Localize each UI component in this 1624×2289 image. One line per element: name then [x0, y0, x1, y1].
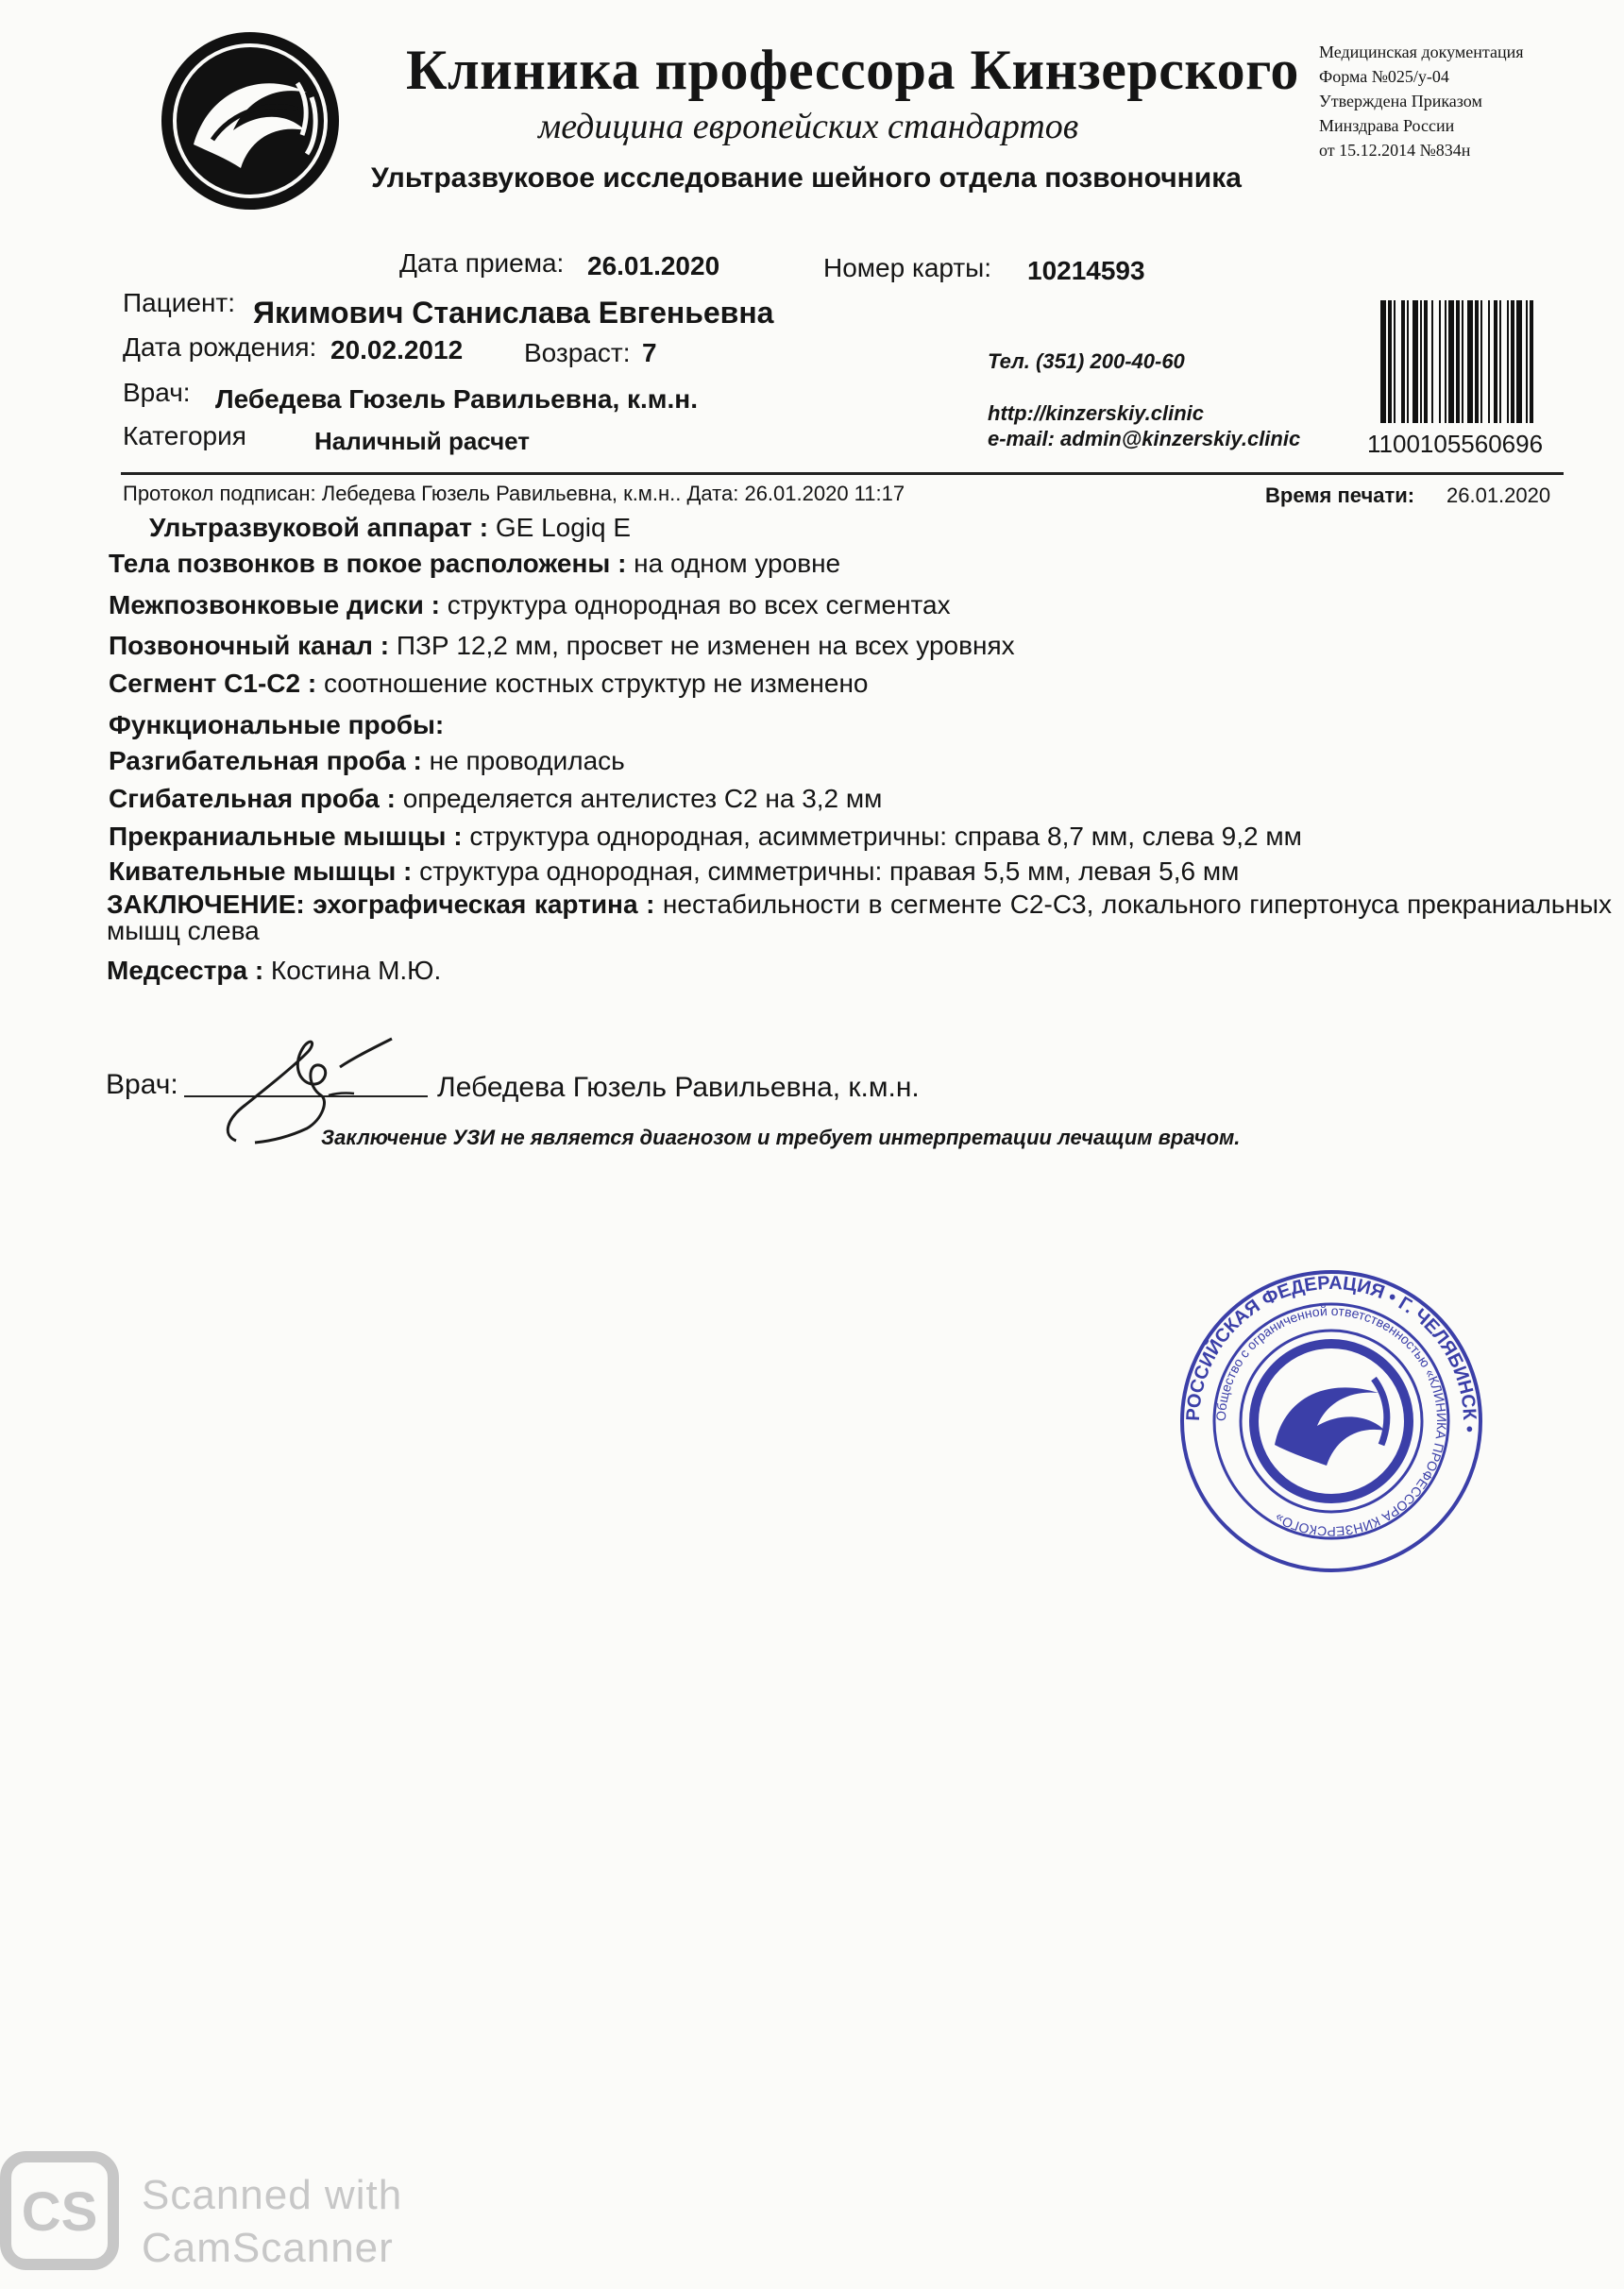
form-info-line: Минздрава России — [1319, 116, 1455, 135]
card-number-value: 10214593 — [1027, 256, 1145, 285]
finding-key: Кивательные мышцы : — [109, 856, 413, 886]
finding-value: соотношение костных структур не изменено — [316, 669, 869, 698]
camscanner-logo-text: CS — [21, 2181, 98, 2243]
category-label: Категория — [123, 421, 246, 450]
conclusion-key: ЗАКЛЮЧЕНИЕ: эхографическая картина : — [107, 890, 655, 919]
finding-key: Межпозвонковые диски : — [109, 590, 440, 619]
visit-date-label: Дата приема: — [399, 248, 565, 278]
barcode-bar — [1456, 300, 1460, 423]
birth-date-label: Дата рождения: — [123, 332, 317, 362]
clinic-tagline: медицина европейских стандартов — [538, 107, 1079, 146]
protocol-signed: Протокол подписан: Лебедева Гюзель Равильевна, к.м.н.. Дата: 26.01.2020 11:17 — [123, 482, 905, 505]
finding-value: GE Logiq E — [488, 513, 632, 542]
finding-discs — [109, 590, 951, 620]
patient-label: Пациент: — [123, 288, 236, 317]
header-divider — [121, 472, 1564, 475]
print-time-label: Время печати: — [1265, 483, 1415, 507]
nurse — [107, 956, 441, 986]
finding-key: Функциональные пробы: — [109, 710, 445, 739]
finding-value: структура однородная, асимметричны: справа 8,7 мм, слева 9,2 мм — [462, 822, 1302, 851]
barcode-bar — [1516, 300, 1522, 423]
barcode-bar — [1526, 300, 1528, 423]
finding-key: Сгибательная проба : — [109, 784, 396, 813]
card-number-label: Номер карты: — [823, 253, 992, 282]
barcode-bar — [1380, 300, 1386, 423]
finding-extension-test — [109, 746, 625, 776]
barcode-bar — [1431, 300, 1433, 423]
birth-date-value: 20.02.2012 — [330, 335, 464, 365]
barcode-bar — [1507, 300, 1509, 423]
print-time-value: 26.01.2020 — [1446, 483, 1551, 507]
patient-name: Якимович Станислава Евгеньевна — [253, 296, 774, 330]
signature-label: Врач: — [106, 1069, 178, 1100]
camscanner-logo — [0, 2151, 119, 2270]
form-info-line: Утверждена Приказом — [1319, 92, 1482, 110]
barcode-bar — [1480, 300, 1482, 423]
form-info-line: Медицинская документация — [1319, 42, 1524, 61]
barcode-bar — [1424, 300, 1428, 423]
clinic-logo — [156, 26, 345, 215]
finding-precranial-muscles — [109, 822, 1302, 852]
barcode-bar — [1448, 300, 1454, 423]
watermark-line-1: Scanned with — [142, 2172, 403, 2218]
finding-value: на одном уровне — [626, 549, 841, 578]
barcode-bar — [1394, 300, 1396, 423]
barcode-bar — [1439, 300, 1441, 423]
form-info-line: от 15.12.2014 №834н — [1319, 141, 1471, 160]
barcode-number: 1100105560696 — [1367, 430, 1544, 458]
age-value: 7 — [642, 338, 657, 367]
finding-value: определяется антелистез С2 на 3,2 мм — [395, 784, 883, 813]
barcode-bar — [1388, 300, 1392, 423]
barcode-bar — [1467, 300, 1473, 423]
age-label: Возраст: — [524, 338, 631, 367]
finding-key: Тела позвонков в покое расположены : — [109, 549, 627, 578]
barcode-bar — [1462, 300, 1463, 423]
barcode-bar — [1420, 300, 1422, 423]
document-title: Ультразвуковое исследование шейного отдела позвоночника — [371, 162, 1242, 194]
finding-key: Позвоночный канал : — [109, 631, 390, 660]
conclusion-value: нестабильности в сегменте С2-С3, локального гипертонуса прекраниальных мышц слева — [107, 890, 1612, 945]
barcode-bar — [1407, 300, 1409, 423]
conclusion — [107, 891, 1612, 944]
finding-segment-c1-c2 — [109, 669, 868, 699]
doctor-label: Врач: — [123, 378, 191, 407]
stamp-inner-text: Общество с ограниченной ответственностью «КЛИНИКА ПРОФЕССОРА КИНЗЕРСКОГО» — [1212, 1302, 1450, 1540]
barcode-bar — [1445, 300, 1446, 423]
clinic-email: e-mail: admin@kinzerskiy.clinic — [988, 427, 1301, 450]
barcode-bar — [1475, 300, 1479, 423]
disclaimer: Заключение УЗИ не является диагнозом и требует интерпретации лечащим врачом. — [321, 1126, 1241, 1149]
watermark-line-2: CamScanner — [142, 2225, 394, 2271]
finding-canal — [109, 631, 1015, 661]
doctor-name: Лебедева Гюзель Равильевна, к.м.н. — [215, 384, 698, 414]
clinic-website: http://kinzerskiy.clinic — [988, 401, 1205, 425]
barcode-bar — [1401, 300, 1405, 423]
finding-key: Сегмент С1-С2 : — [109, 669, 317, 698]
form-info — [1319, 40, 1523, 162]
clinic-stamp — [1176, 1265, 1487, 1577]
finding-value: не проводилась — [421, 746, 625, 775]
finding-flexion-test — [109, 784, 882, 814]
finding-sternocleidomastoid-muscles — [109, 856, 1239, 887]
finding-key: Прекраниальные мышцы : — [109, 822, 463, 851]
clinic-phone: Тел. (351) 200-40-60 — [988, 349, 1185, 373]
barcode-bar — [1511, 300, 1514, 423]
nurse-key: Медсестра : — [107, 956, 264, 985]
finding-key: Ультразвуковой аппарат : — [149, 513, 489, 542]
stamp-outer-text: РОССИЙСКАЯ ФЕДЕРАЦИЯ • Г. ЧЕЛЯБИНСК • — [1182, 1272, 1480, 1433]
finding-device — [149, 513, 631, 543]
finding-value: структура однородная, симметричны: правая 5,5 мм, левая 5,6 мм — [412, 856, 1240, 886]
barcode-bar — [1413, 300, 1418, 423]
form-info-line: Форма №025/у-04 — [1319, 67, 1449, 86]
finding-functional-tests — [109, 710, 444, 740]
finding-value: структура однородная во всех сегментах — [439, 590, 951, 619]
finding-value: ПЗР 12,2 мм, просвет не изменен на всех уровнях — [389, 631, 1015, 660]
barcode-bar — [1530, 300, 1533, 423]
finding-vertebrae — [109, 549, 840, 579]
barcode — [1379, 300, 1579, 423]
barcode-bar — [1499, 300, 1501, 423]
barcode-bar — [1494, 300, 1497, 423]
barcode-bar — [1488, 300, 1490, 423]
nurse-value: Костина М.Ю. — [263, 956, 442, 985]
clinic-name: Клиника профессора Кинзерского — [406, 39, 1299, 101]
finding-key: Разгибательная проба : — [109, 746, 422, 775]
signature-doctor-name: Лебедева Гюзель Равильевна, к.м.н. — [437, 1072, 920, 1103]
visit-date-value: 26.01.2020 — [587, 251, 720, 280]
category-value: Наличный расчет — [314, 427, 531, 455]
